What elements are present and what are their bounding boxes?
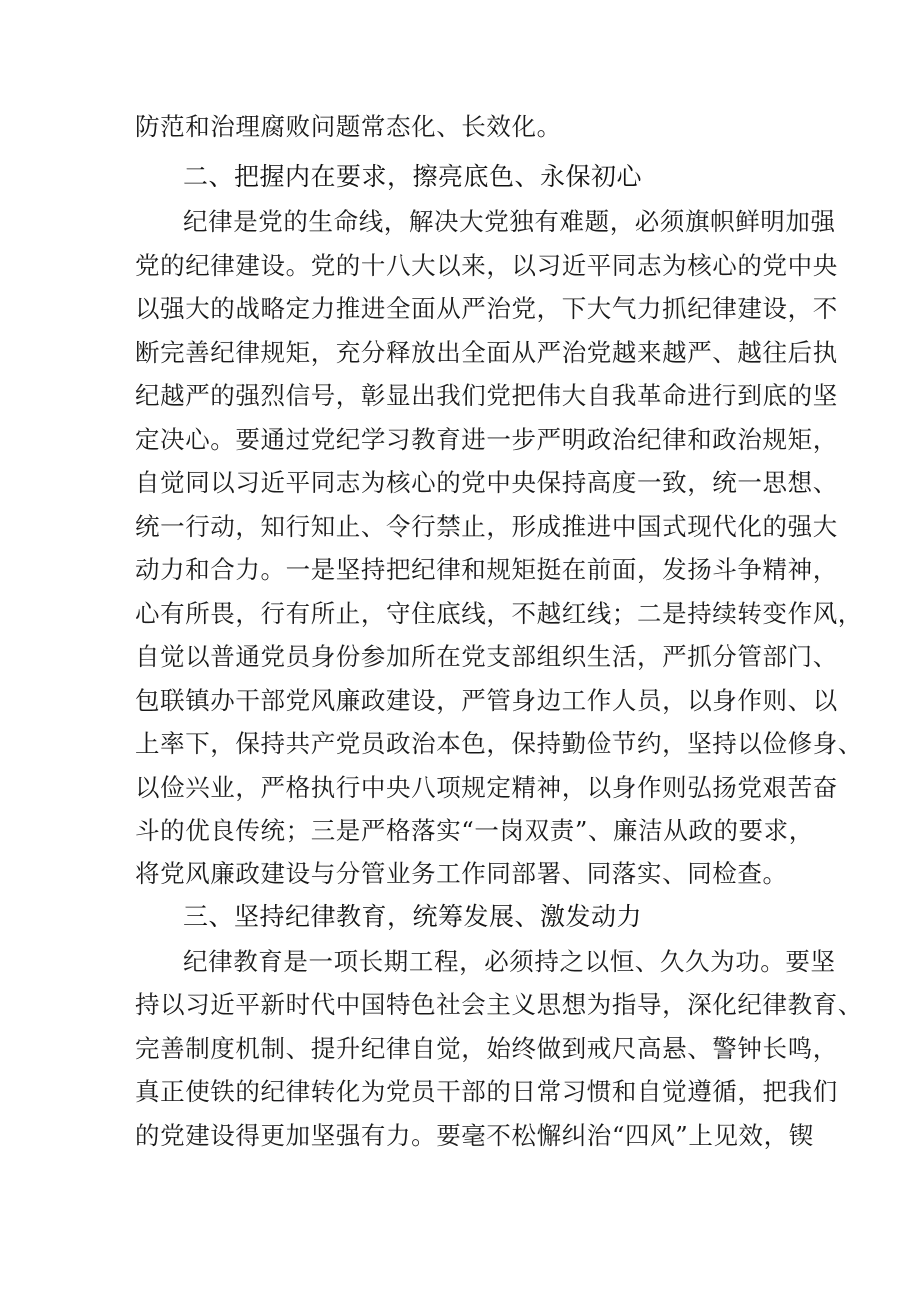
- paragraph-line: 真正使铁的纪律转化为党员干部的日常习惯和自觉遵循，把我们: [135, 1077, 838, 1106]
- paragraph-line: 动力和合力。一是坚持把纪律和规矩挺在前面，发扬斗争精神，: [135, 555, 838, 584]
- paragraph-line: 心有所畏，行有所止，守住底线，不越红线；二是持续转变作风，: [135, 599, 863, 628]
- paragraph-line: 包联镇办干部党风廉政建设，严管身边工作人员，以身作则、以: [135, 686, 838, 715]
- paragraph-line: 自觉同以习近平同志为核心的党中央保持高度一致，统一思想、: [135, 468, 838, 497]
- paragraph-line: 纪律是党的生命线，解决大党独有难题，必须旗帜鲜明加强: [183, 207, 836, 236]
- paragraph-line: 纪越严的强烈信号，彰显出我们党把伟大自我革命进行到底的坚: [135, 381, 838, 410]
- paragraph-line: 断完善纪律规矩，充分释放出全面从严治党越来越严、越往后执: [135, 338, 838, 367]
- paragraph-line: 自觉以普通党员身份参加所在党支部组织生活，严抓分管部门、: [135, 642, 838, 671]
- section-3-heading: 三、坚持纪律教育，统筹发展、激发动力: [183, 902, 643, 931]
- paragraph-line: 持以习近平新时代中国特色社会主义思想为指导，深化纪律教育、: [135, 990, 863, 1019]
- paragraph-line: 以俭兴业，严格执行中央八项规定精神，以身作则弘扬党艰苦奋: [135, 773, 838, 802]
- paragraph-continuation-line: 防范和治理腐败问题常态化、长效化。: [135, 112, 562, 141]
- paragraph-line: 的党建设得更加坚强有力。要毫不松懈纠治“四风”上见效，锲: [135, 1121, 814, 1150]
- paragraph-line: 以强大的战略定力推进全面从严治党，下大气力抓纪律建设，不: [135, 294, 838, 323]
- paragraph-line: 上率下，保持共产党员政治本色，保持勤俭节约，坚持以俭修身、: [135, 729, 863, 758]
- paragraph-line: 纪律教育是一项长期工程，必须持之以恒、久久为功。要坚: [183, 947, 836, 976]
- paragraph-line: 斗的优良传统；三是严格落实“一岗双责”、廉洁从政的要求，: [135, 816, 814, 845]
- paragraph-line: 统一行动，知行知止、令行禁止，形成推进中国式现代化的强大: [135, 512, 838, 541]
- paragraph-line: 将党风廉政建设与分管业务工作同部署、同落实、同检查。: [135, 859, 788, 888]
- paragraph-line: 定决心。要通过党纪学习教育进一步严明政治纪律和政治规矩，: [135, 425, 838, 454]
- paragraph-line: 完善制度机制、提升纪律自觉，始终做到戒尺高悬、警钟长鸣，: [135, 1034, 838, 1063]
- section-2-heading: 二、把握内在要求，擦亮底色、永保初心: [183, 162, 643, 191]
- paragraph-line: 党的纪律建设。党的十八大以来，以习近平同志为核心的党中央: [135, 251, 838, 280]
